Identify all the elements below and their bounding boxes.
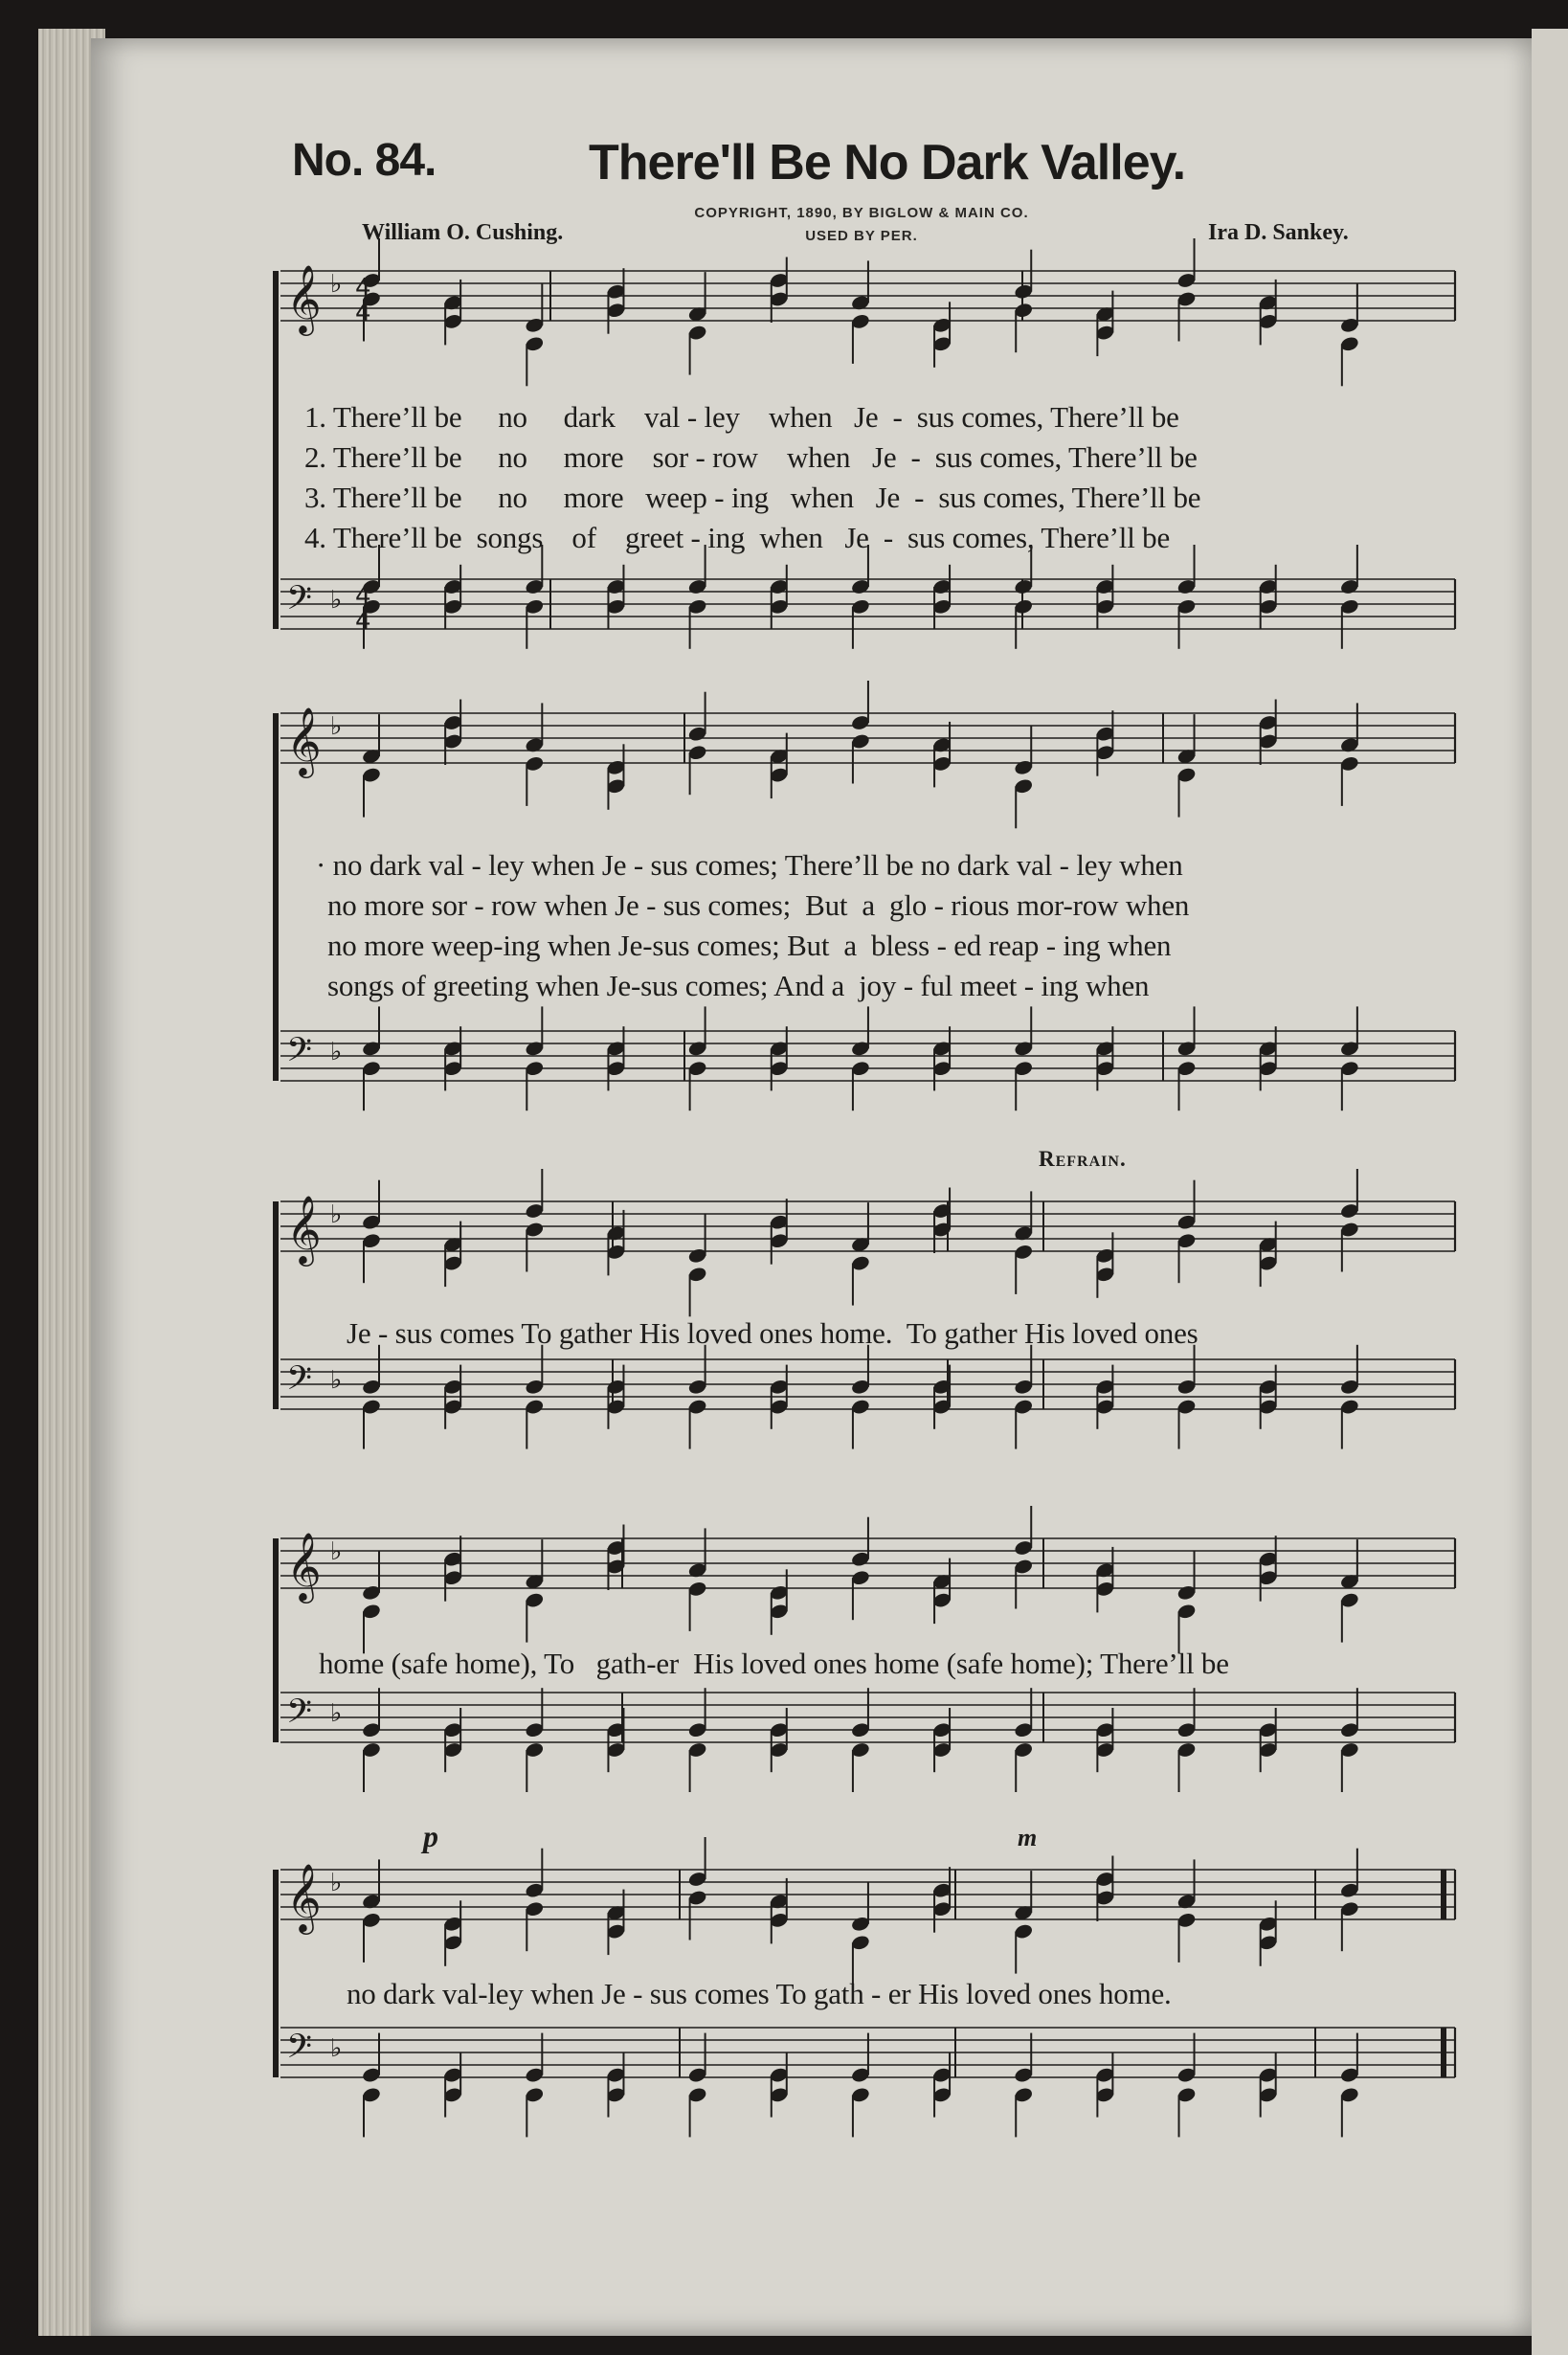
verse1-line2: · no dark val - ley when Je - sus comes; There’ll be no dark val - ley when [316, 848, 1183, 882]
bass-clef-icon: 𝄢 [286, 1358, 313, 1405]
system-bracket [273, 713, 279, 1081]
bass-clef-icon: 𝄢 [286, 1030, 313, 1077]
time-signature: 4 [355, 299, 371, 327]
treble-clef-icon: 𝄞 [286, 1531, 322, 1601]
verse1-line1: 1. There’ll be no dark val - ley when Je - sus comes, There’ll be [304, 400, 1179, 434]
verse3-line1: 3. There’ll be no more weep - ing when Je - sus comes, There’ll be [304, 481, 1201, 514]
flat-icon: ♭ [330, 270, 343, 299]
author-credit: William O. Cushing. [362, 220, 564, 245]
verse4-line1: 4. There’ll be songs of greet - ing when Je - sus comes, There’ll be [304, 521, 1171, 554]
refrain-label: Refrain. [1039, 1147, 1127, 1171]
dynamic-piano: p [423, 1819, 438, 1853]
flat-icon: ♭ [330, 1366, 343, 1395]
verse2-line1: 2. There’ll be no more sor - row when Je - sus comes, There’ll be [304, 440, 1198, 474]
composer-credit: Ira D. Sankey. [1208, 220, 1349, 245]
refrain-line1: Je - sus comes To gather His loved ones home. To gather His loved ones [347, 1316, 1198, 1350]
treble-clef-icon: 𝄞 [286, 1194, 322, 1264]
flat-icon: ♭ [330, 586, 343, 615]
system-bracket [273, 1538, 279, 1742]
time-signature: 4 [355, 607, 371, 636]
bass-clef-icon: 𝄢 [286, 2027, 313, 2074]
refrain-line2: home (safe home), To gath-er His loved ones home (safe home); There’ll be [319, 1647, 1229, 1680]
verse3-line2: no more weep-ing when Je-sus comes; But a bless - ed reap - ing when [327, 929, 1172, 962]
treble-clef-icon: 𝄞 [286, 263, 322, 333]
system-bracket [273, 1201, 279, 1409]
system-bracket [273, 271, 279, 629]
bass-clef-icon: 𝄢 [286, 578, 313, 625]
bass-clef-icon: 𝄢 [286, 1692, 313, 1738]
flat-icon: ♭ [330, 2034, 343, 2063]
refrain-line3: no dark val-ley when Je - sus comes To gath - er His loved ones home. [347, 1977, 1172, 2010]
hymn-title: There'll Be No Dark Valley. [589, 135, 1186, 191]
flat-icon: ♭ [330, 1699, 343, 1728]
treble-clef-icon: 𝄞 [286, 706, 322, 775]
verse2-line2: no more sor - row when Je - sus comes; But a glo - rious mor-row when [327, 888, 1190, 922]
time-signature: 4 [355, 582, 371, 611]
time-signature: 4 [355, 274, 371, 303]
flat-icon: ♭ [330, 1038, 343, 1066]
flat-icon: ♭ [330, 712, 343, 741]
copyright-notice: COPYRIGHT, 1890, BY BIGLOW & MAIN CO. [694, 205, 1029, 221]
used-by-notice: USED BY PER. [805, 228, 918, 244]
flat-icon: ♭ [330, 1869, 343, 1897]
dynamic-mezzo: m [1018, 1824, 1038, 1851]
flat-icon: ♭ [330, 1537, 343, 1566]
verse4-line2: songs of greeting when Je-sus comes; And a joy - ful meet - ing when [327, 969, 1150, 1002]
flat-icon: ♭ [330, 1200, 343, 1229]
system-bracket [273, 1870, 279, 2077]
treble-clef-icon: 𝄞 [286, 1862, 322, 1932]
hymn-number: No. 84. [292, 135, 437, 186]
